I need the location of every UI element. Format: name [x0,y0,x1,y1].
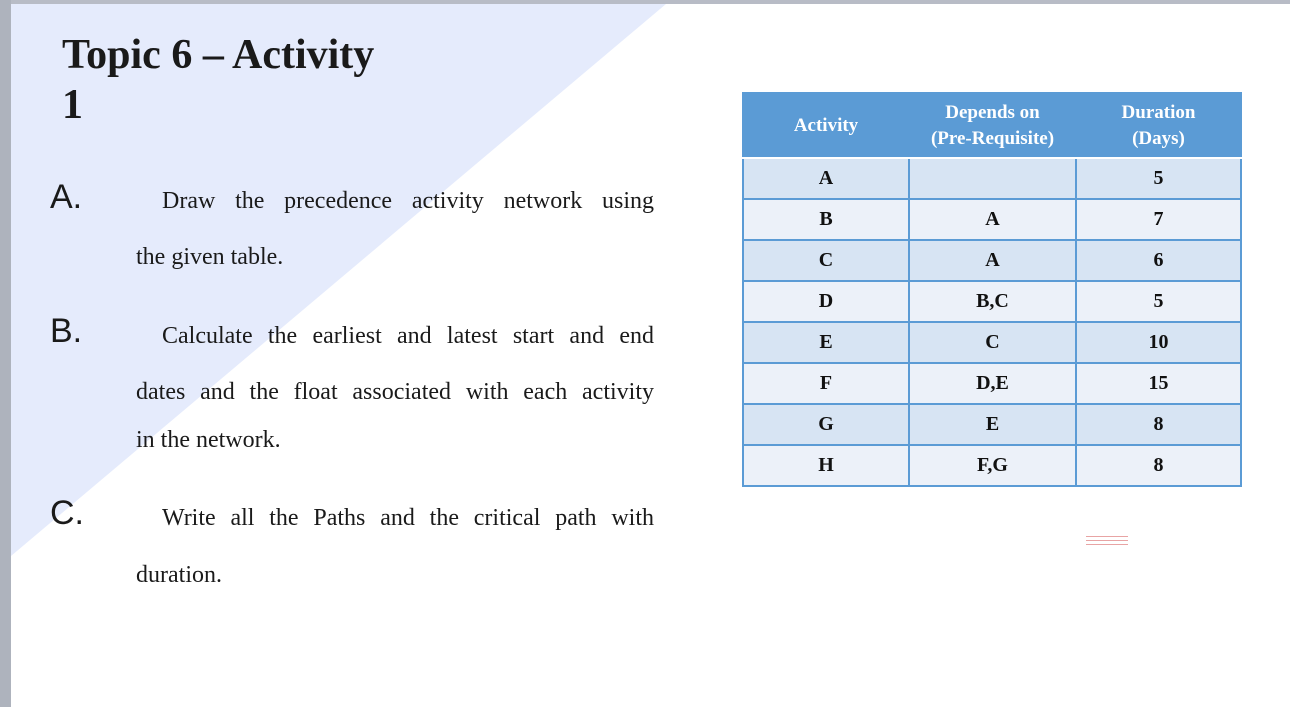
header-depends-sub: (Pre-Requisite) [930,127,1055,149]
cell-activity: A [743,158,909,199]
cell-activity: G [743,404,909,445]
cell-depends: E [909,404,1076,445]
cell-activity: F [743,363,909,404]
item-b-line-2: dates and the float associated with each activity [136,379,654,405]
cell-duration: 5 [1076,158,1241,199]
header-activity [743,93,909,158]
cell-duration: 15 [1076,363,1241,404]
table-header-row [743,93,1241,158]
cell-depends: C [909,322,1076,363]
cell-duration: 8 [1076,445,1241,486]
item-a-line-2: the given table. [136,244,284,270]
table-row [743,404,1241,445]
activity-table [742,92,1242,487]
header-depends-label: Depends on [945,101,1040,123]
slide-title: Topic 6 – Activity 1 [62,32,375,128]
cell-duration: 7 [1076,199,1241,240]
cell-depends: D,E [909,363,1076,404]
cell-activity: B [743,199,909,240]
header-duration-sub: (Days) [1132,127,1185,149]
item-c-line-2: duration. [136,562,222,588]
item-c-line-1: Write all the Paths and the critical path with [162,505,654,531]
table-row [743,199,1241,240]
table-row [743,240,1241,281]
item-b-letter: B. [50,312,83,350]
cell-activity: E [743,322,909,363]
cell-activity: D [743,281,909,322]
cell-depends: A [909,199,1076,240]
cell-activity: H [743,445,909,486]
table-row [743,445,1241,486]
cell-duration: 6 [1076,240,1241,281]
table-row [743,158,1241,199]
cell-depends: F,G [909,445,1076,486]
header-depends-on [909,93,1076,158]
table-row [743,322,1241,363]
header-duration-label: Duration [1121,101,1196,123]
decorative-lines-mark [1086,535,1128,546]
cell-duration: 10 [1076,322,1241,363]
item-b-line-1: Calculate the earliest and latest start and end [162,323,654,349]
header-duration [1076,93,1241,158]
header-activity-label: Activity [793,114,859,136]
item-a-letter: A. [50,178,83,216]
cell-duration: 8 [1076,404,1241,445]
cell-depends [909,158,1076,199]
cell-activity: C [743,240,909,281]
cell-depends: B,C [909,281,1076,322]
item-c-letter: C. [50,494,84,532]
cell-duration: 5 [1076,281,1241,322]
table-row [743,363,1241,404]
table-row [743,281,1241,322]
cell-depends: A [909,240,1076,281]
window-left-border [0,0,11,707]
item-a-line-1: Draw the precedence activity network using [162,188,654,214]
item-b-line-3: in the network. [136,427,281,453]
